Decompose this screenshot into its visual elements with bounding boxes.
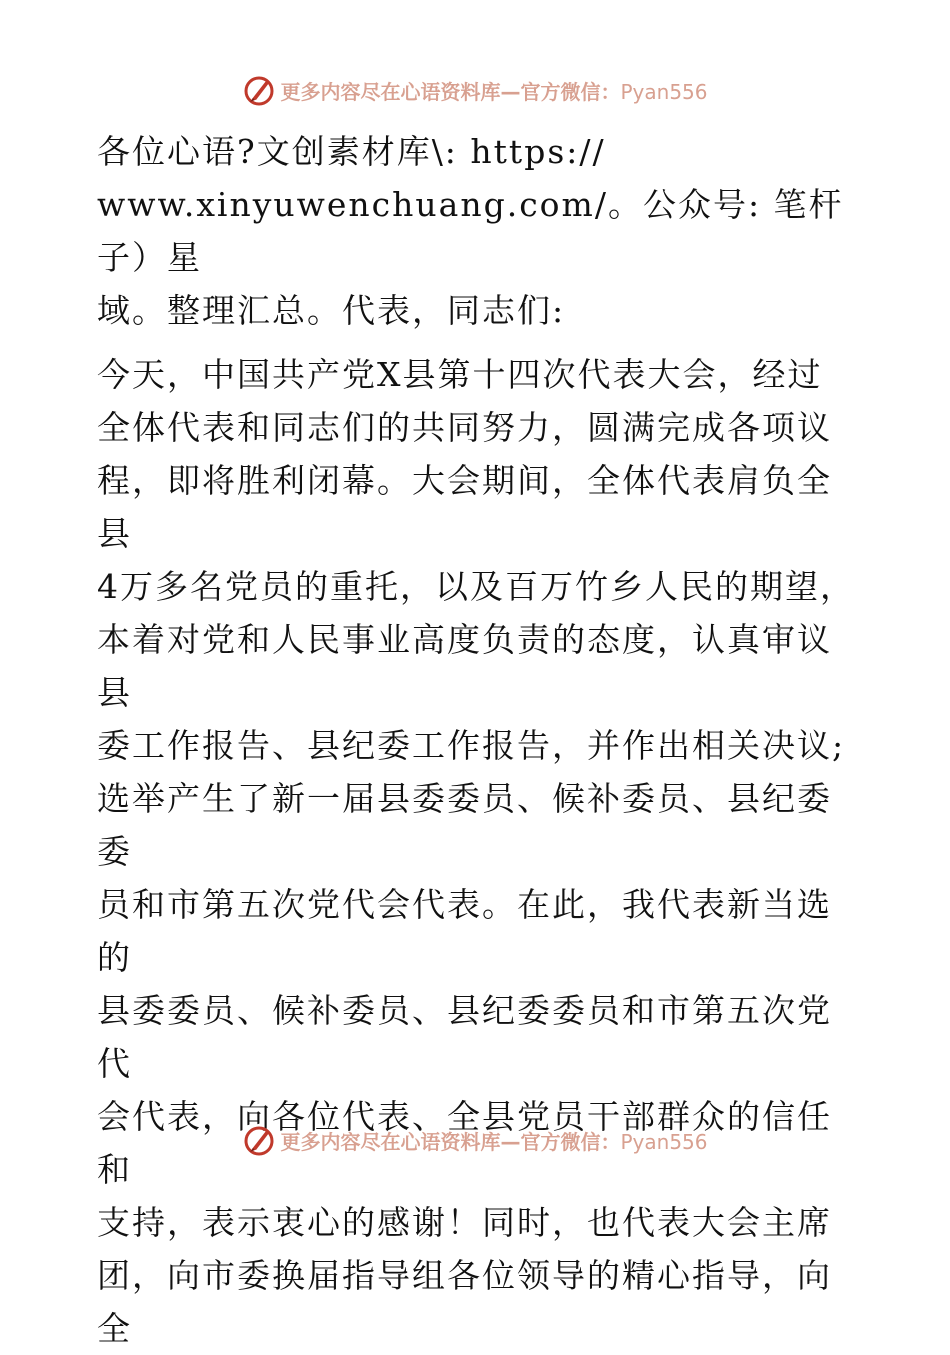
document-body (97, 125, 857, 1355)
paragraph: 各位心语?文创素材库\: https:// www.xinyuwenchuang.com/。公众号: 笔杆子）星 域。整理汇总。代表，同志们: (97, 132, 844, 330)
quill-pen-logo-icon (242, 73, 276, 107)
wechat-id: Pyan556 (620, 1129, 708, 1154)
footer-banner (0, 1120, 950, 1160)
header-banner (0, 70, 950, 110)
banner-slogan: 更多内容尽在心语资料库—官方微信： (280, 1129, 621, 1154)
quill-pen-logo-icon (242, 1123, 276, 1157)
banner-slogan: 更多内容尽在心语资料库—官方微信： (280, 79, 621, 104)
wechat-id: Pyan556 (620, 79, 708, 104)
banner-text (280, 76, 707, 105)
banner-text (280, 1126, 707, 1155)
paragraph: 今天，中国共产党X县第十四次代表大会，经过 全体代表和同志们的共同努力，圆满完成各项议 程，即将胜利闭幕。大会期间，全体代表肩负全县 4万多名党员的重托，以及百万竹乡人民的期望， 本着对党和人民事业高度负责的态度，认真审议县 委工作报告、县纪委工作报告，并作出相关决议; 选举产生了新一届县委委员、候补委员、县纪委委 员和市第五次党代会代表。在此，我代表新当选的 县委委员、候补委员、县纪委委员和市第五次党代 会代表，向各位代表、全县党员干部群众的信任和 支持，表示衷心的感谢！同时，也代表大会主席 团，向市委换届指导组各位领导的精心指导，向全 (97, 355, 855, 1348)
